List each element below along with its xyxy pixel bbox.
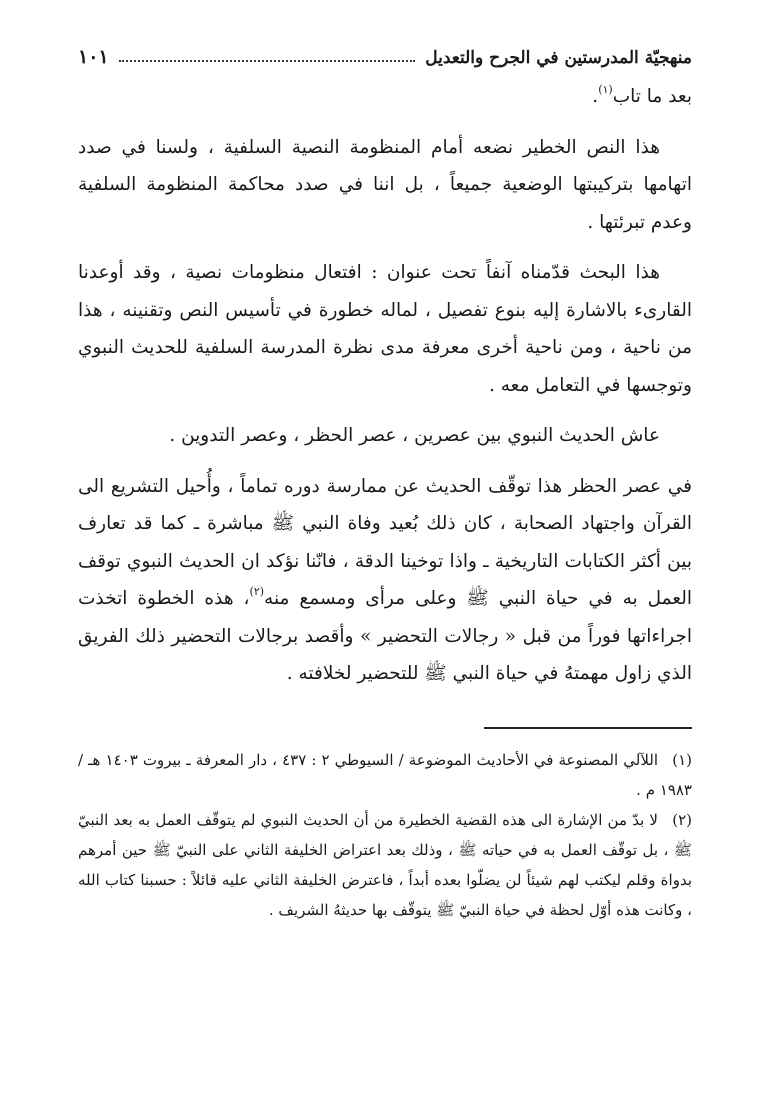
paragraph-3: هذا البحث قدّمناه آنفاً تحت عنوان : افتعال منظومات نصية ، وقد أوعدنا القارىء بالاشارة إليه بنوع تفصيل ، لماله خطورة في تأسيس النص وتقنينه ، هذا من ناحية ، ومن ناحية أخرى معرفة مدى نظرة المدرسة السلفية للحديث النبوي وتوجسها في التعامل معه . (78, 262, 692, 396)
footnote-1 (78, 745, 692, 805)
running-header (78, 28, 692, 68)
header-title: منهجيّة المدرستين في الجرح والتعديل (425, 48, 692, 68)
paragraph-1-text: بعد ما تاب (612, 86, 692, 107)
footnote-2-text: لا بدّ من الإشارة الى هذه القضية الخطيرة من أن الحديث النبوي لم يتوقّف العمل به بعد النبيّ ﷺ ، بل توقّف العمل به في حياته ﷺ ، وذلك بعد اعتراض الخليفة الثاني على النبيّ ﷺ حين أمرهم بدواة وقلم ليكتب لهم شيئاً لن يضلّوا بعده أبداً ، فاعترض الخليفة الثاني عليه قائلاً : حسبنا كتاب الله ، وكانت هذه أوّل لحظة في حياة النبيّ ﷺ يتوقّف بها حديثهُ الشريف . (78, 810, 692, 919)
paragraph-2: هذا النص الخطير نضعه أمام المنظومة النصية السلفية ، ولسنا في صدد اتهامها بتركيبتها الوضعية جميعاً ، بل اننا في صدد محاكمة المنظومة السلفية وعدم تبرئتها . (78, 136, 692, 233)
footnote-2 (78, 805, 692, 925)
footnote-separator (484, 727, 692, 729)
page-number: ١٠١ (78, 46, 109, 68)
header-leader-dots (119, 60, 416, 62)
main-text (78, 78, 692, 693)
footnotes (78, 745, 692, 925)
footnote-1-number: (١) (672, 750, 693, 769)
footnote-ref-1[interactable]: (١) (598, 83, 613, 96)
paragraph-1-end: . (592, 86, 599, 107)
book-page (78, 28, 692, 925)
footnote-2-number: (٢) (672, 810, 692, 829)
paragraph-5-text-b: ، هذه الخطوة اتخذت اجراءاتها فوراً من قبل « رجالات التحضير » وأقصد برجالات التحضير ذلك الفريق الذي زاول مهمتهُ في حياة النبي ﷺ للتحضير لخلافته . (78, 588, 692, 684)
paragraph-5-text-a: في عصر الحظر هذا توقّف الحديث عن ممارسة دوره تماماً ، وأُحيل التشريع الى القرآن واجتهاد الصحابة ، كان ذلك بُعيد وفاة النبي ﷺ مباشرة ـ كما قد تعارف بين أكثر الكتابات التاريخية ـ واذا توخينا الدقة ، فانّنا نؤكد ان الحديث النبوي توقف العمل به في حياة النبي ﷺ وعلى مرأى ومسمع منه (78, 475, 692, 609)
paragraph-4: عاش الحديث النبوي بين عصرين ، عصر الحظر ، وعصر التدوين . (169, 425, 660, 446)
footnote-ref-2[interactable]: (٢) (249, 585, 265, 598)
paragraph-1 (78, 78, 692, 116)
footnote-1-text: اللآلي المصنوعة في الأحاديث الموضوعة / السيوطي ٢ : ٤٣٧ ، دار المعرفة ـ بيروت ١٤٠٣ هـ / ١٩٨٣ م . (78, 750, 692, 799)
paragraph-5 (78, 468, 692, 693)
